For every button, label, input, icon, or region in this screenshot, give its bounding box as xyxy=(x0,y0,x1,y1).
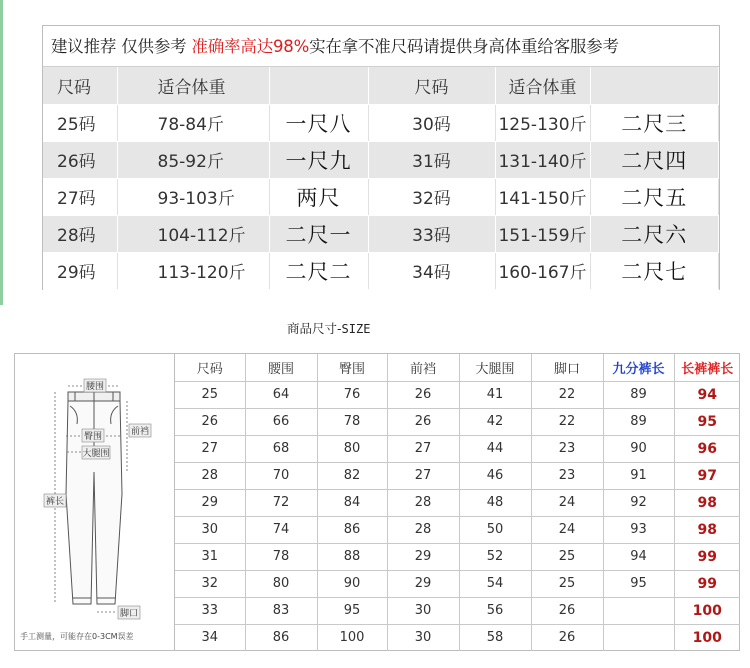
recommendation-cell: 26码 xyxy=(43,141,117,178)
size-cell: 41 xyxy=(459,381,531,408)
size-cell: 99 xyxy=(674,570,740,597)
size-cell: 27 xyxy=(387,435,459,462)
size-cell: 95 xyxy=(317,597,387,624)
size-cell: 66 xyxy=(245,408,317,435)
recommendation-cell: 25码 xyxy=(43,104,117,141)
size-row xyxy=(175,570,740,597)
pants-diagram-cell xyxy=(15,354,175,650)
size-cell: 22 xyxy=(531,381,603,408)
recommendation-cell: 160-167斤 xyxy=(495,252,590,289)
recommendation-cell: 二尺三 xyxy=(590,104,719,141)
size-cell: 28 xyxy=(387,516,459,543)
recommendation-header-row xyxy=(43,67,719,104)
size-cell: 100 xyxy=(692,629,722,646)
size-cell: 99 xyxy=(674,543,740,570)
size-header-cell: 尺码 xyxy=(175,354,245,381)
size-table xyxy=(175,354,740,651)
recommendation-cell: 30码 xyxy=(368,104,495,141)
size-cell: 88 xyxy=(317,543,387,570)
size-cell: 86 xyxy=(245,624,317,651)
size-row xyxy=(175,597,740,624)
size-cell: 26 xyxy=(531,624,603,651)
size-cell: 64 xyxy=(245,381,317,408)
measurement-note: 手工测量，可能存在0-3CM误差 xyxy=(20,632,134,641)
size-row xyxy=(175,462,740,489)
size-cell: 25 xyxy=(531,543,603,570)
size-cell: 74 xyxy=(245,516,317,543)
size-row xyxy=(175,381,740,408)
pants-outline-icon xyxy=(66,392,122,604)
size-row xyxy=(175,543,740,570)
size-cell: 58 xyxy=(459,624,531,651)
recommendation-row xyxy=(43,178,719,215)
recommendation-cell: 一尺八 xyxy=(269,104,368,141)
size-cell: 30 xyxy=(387,624,459,651)
recommendation-cell: 33码 xyxy=(368,215,495,252)
size-cell: 83 xyxy=(245,597,317,624)
size-cell: 91 xyxy=(603,462,674,489)
size-header-cell: 脚口 xyxy=(531,354,603,381)
size-cell: 22 xyxy=(531,408,603,435)
size-cell: 48 xyxy=(459,489,531,516)
size-cell: 29 xyxy=(387,570,459,597)
hip-label: 臀围 xyxy=(83,432,103,442)
hem-label: 脚口 xyxy=(119,609,139,619)
size-cell: 50 xyxy=(459,516,531,543)
recommendation-cell: 125-130斤 xyxy=(495,104,590,141)
size-cell: 28 xyxy=(175,462,245,489)
recommendation-cell: 32码 xyxy=(368,178,495,215)
size-cell: 56 xyxy=(459,597,531,624)
size-header-cell: 九分裤长 xyxy=(603,354,674,381)
recommendation-cell: 二尺四 xyxy=(590,141,719,178)
size-cell: 32 xyxy=(175,570,245,597)
size-cell: 68 xyxy=(245,435,317,462)
size-header-cell: 臀围 xyxy=(317,354,387,381)
size-cell: 80 xyxy=(317,435,387,462)
recommendation-row xyxy=(43,215,719,252)
note-suffix: 实在拿不准尺码请提供身高体重给客服参考 xyxy=(309,37,619,56)
size-cell: 98 xyxy=(674,516,740,543)
waist-label: 腰围 xyxy=(85,382,105,392)
size-cell: 95 xyxy=(603,570,674,597)
accuracy-highlight: 准确率高达98% xyxy=(191,37,310,56)
recommendation-cell: 二尺六 xyxy=(590,215,719,252)
size-row xyxy=(175,408,740,435)
size-title-en: SIZE xyxy=(341,322,371,336)
recommendation-cell: 85-92斤 xyxy=(117,141,269,178)
recommendation-table xyxy=(43,67,719,290)
size-cell: 97 xyxy=(674,462,740,489)
size-chart-title xyxy=(287,319,370,337)
size-cell: 26 xyxy=(175,408,245,435)
length-label: 裤长 xyxy=(45,497,65,507)
size-cell: 92 xyxy=(603,489,674,516)
recommendation-cell: 34码 xyxy=(368,252,495,289)
size-cell: 25 xyxy=(175,381,245,408)
size-cell: 26 xyxy=(531,597,603,624)
size-cell: 44 xyxy=(459,435,531,462)
size-cell: 26 xyxy=(387,381,459,408)
size-cell: 54 xyxy=(459,570,531,597)
size-header-cell: 腰围 xyxy=(245,354,317,381)
left-accent-bar xyxy=(0,0,3,305)
recommendation-cell: 78-84斤 xyxy=(117,104,269,141)
size-cell: 23 xyxy=(531,435,603,462)
size-cell: 86 xyxy=(317,516,387,543)
size-cell: 100 xyxy=(674,597,740,624)
size-recommendation-panel xyxy=(42,25,720,290)
recommendation-row xyxy=(43,141,719,178)
size-header-row xyxy=(175,354,740,381)
size-cell: 89 xyxy=(603,408,674,435)
size-cell: 90 xyxy=(603,435,674,462)
size-cell: 70 xyxy=(245,462,317,489)
size-cell: 78 xyxy=(245,543,317,570)
recommendation-header-cell: 尺码 xyxy=(43,67,117,104)
size-cell: 27 xyxy=(175,435,245,462)
size-cell: 89 xyxy=(603,381,674,408)
size-header-cell: 长裤裤长 xyxy=(674,354,740,381)
recommendation-header-cell: 适合体重 xyxy=(495,67,590,104)
size-cell: 93 xyxy=(603,516,674,543)
size-cell: 100 xyxy=(317,624,387,651)
size-cell: 34 xyxy=(175,624,245,651)
recommendation-note xyxy=(43,26,719,67)
recommendation-cell: 113-120斤 xyxy=(117,252,269,289)
size-cell: 30 xyxy=(175,516,245,543)
size-cell: 78 xyxy=(317,408,387,435)
size-row xyxy=(175,516,740,543)
note-prefix: 建议推荐 仅供参考 xyxy=(51,37,192,56)
size-row xyxy=(175,435,740,462)
thigh-label: 大腿围 xyxy=(82,449,110,459)
size-cell: 31 xyxy=(175,543,245,570)
size-cell: 27 xyxy=(387,462,459,489)
recommendation-cell: 31码 xyxy=(368,141,495,178)
size-cell: 94 xyxy=(603,543,674,570)
size-cell: 80 xyxy=(245,570,317,597)
size-cell: 26 xyxy=(387,408,459,435)
size-cell: 29 xyxy=(387,543,459,570)
size-cell xyxy=(603,624,674,651)
size-cell: 94 xyxy=(674,381,740,408)
pants-diagram xyxy=(15,354,175,650)
recommendation-cell: 二尺五 xyxy=(590,178,719,215)
recommendation-row xyxy=(43,104,719,141)
recommendation-cell: 141-150斤 xyxy=(495,178,590,215)
size-cell: 42 xyxy=(459,408,531,435)
size-cell: 33 xyxy=(175,597,245,624)
recommendation-header-cell xyxy=(269,67,368,104)
size-title-cn: 商品尺寸- xyxy=(287,321,342,336)
size-chart-panel xyxy=(14,353,740,651)
size-cell: 28 xyxy=(387,489,459,516)
size-row xyxy=(175,624,740,651)
front-rise-label: 前裆 xyxy=(130,427,150,437)
recommendation-cell: 131-140斤 xyxy=(495,141,590,178)
size-cell: 95 xyxy=(674,408,740,435)
recommendation-cell: 二尺七 xyxy=(590,252,719,289)
recommendation-cell: 二尺一 xyxy=(269,215,368,252)
size-cell: 52 xyxy=(459,543,531,570)
recommendation-header-cell: 适合体重 xyxy=(117,67,269,104)
recommendation-cell: 93-103斤 xyxy=(117,178,269,215)
recommendation-cell: 104-112斤 xyxy=(117,215,269,252)
size-cell xyxy=(603,597,674,624)
recommendation-cell: 二尺二 xyxy=(269,252,368,289)
recommendation-cell: 28码 xyxy=(43,215,117,252)
recommendation-cell: 29码 xyxy=(43,252,117,289)
size-cell: 25 xyxy=(531,570,603,597)
size-cell: 76 xyxy=(317,381,387,408)
recommendation-cell: 151-159斤 xyxy=(495,215,590,252)
recommendation-cell: 两尺 xyxy=(269,178,368,215)
recommendation-row xyxy=(43,252,719,289)
size-cell: 23 xyxy=(531,462,603,489)
size-header-cell: 前裆 xyxy=(387,354,459,381)
size-cell: 29 xyxy=(175,489,245,516)
size-cell: 90 xyxy=(317,570,387,597)
size-cell: 84 xyxy=(317,489,387,516)
size-header-cell: 大腿围 xyxy=(459,354,531,381)
size-cell: 30 xyxy=(387,597,459,624)
recommendation-header-cell xyxy=(590,67,719,104)
recommendation-cell: 一尺九 xyxy=(269,141,368,178)
recommendation-header-cell: 尺码 xyxy=(368,67,495,104)
size-cell: 98 xyxy=(674,489,740,516)
size-cell: 46 xyxy=(459,462,531,489)
recommendation-cell: 27码 xyxy=(43,178,117,215)
size-cell: 24 xyxy=(531,516,603,543)
size-cell: 96 xyxy=(674,435,740,462)
size-cell: 72 xyxy=(245,489,317,516)
size-row xyxy=(175,489,740,516)
size-cell: 82 xyxy=(317,462,387,489)
size-cell: 24 xyxy=(531,489,603,516)
